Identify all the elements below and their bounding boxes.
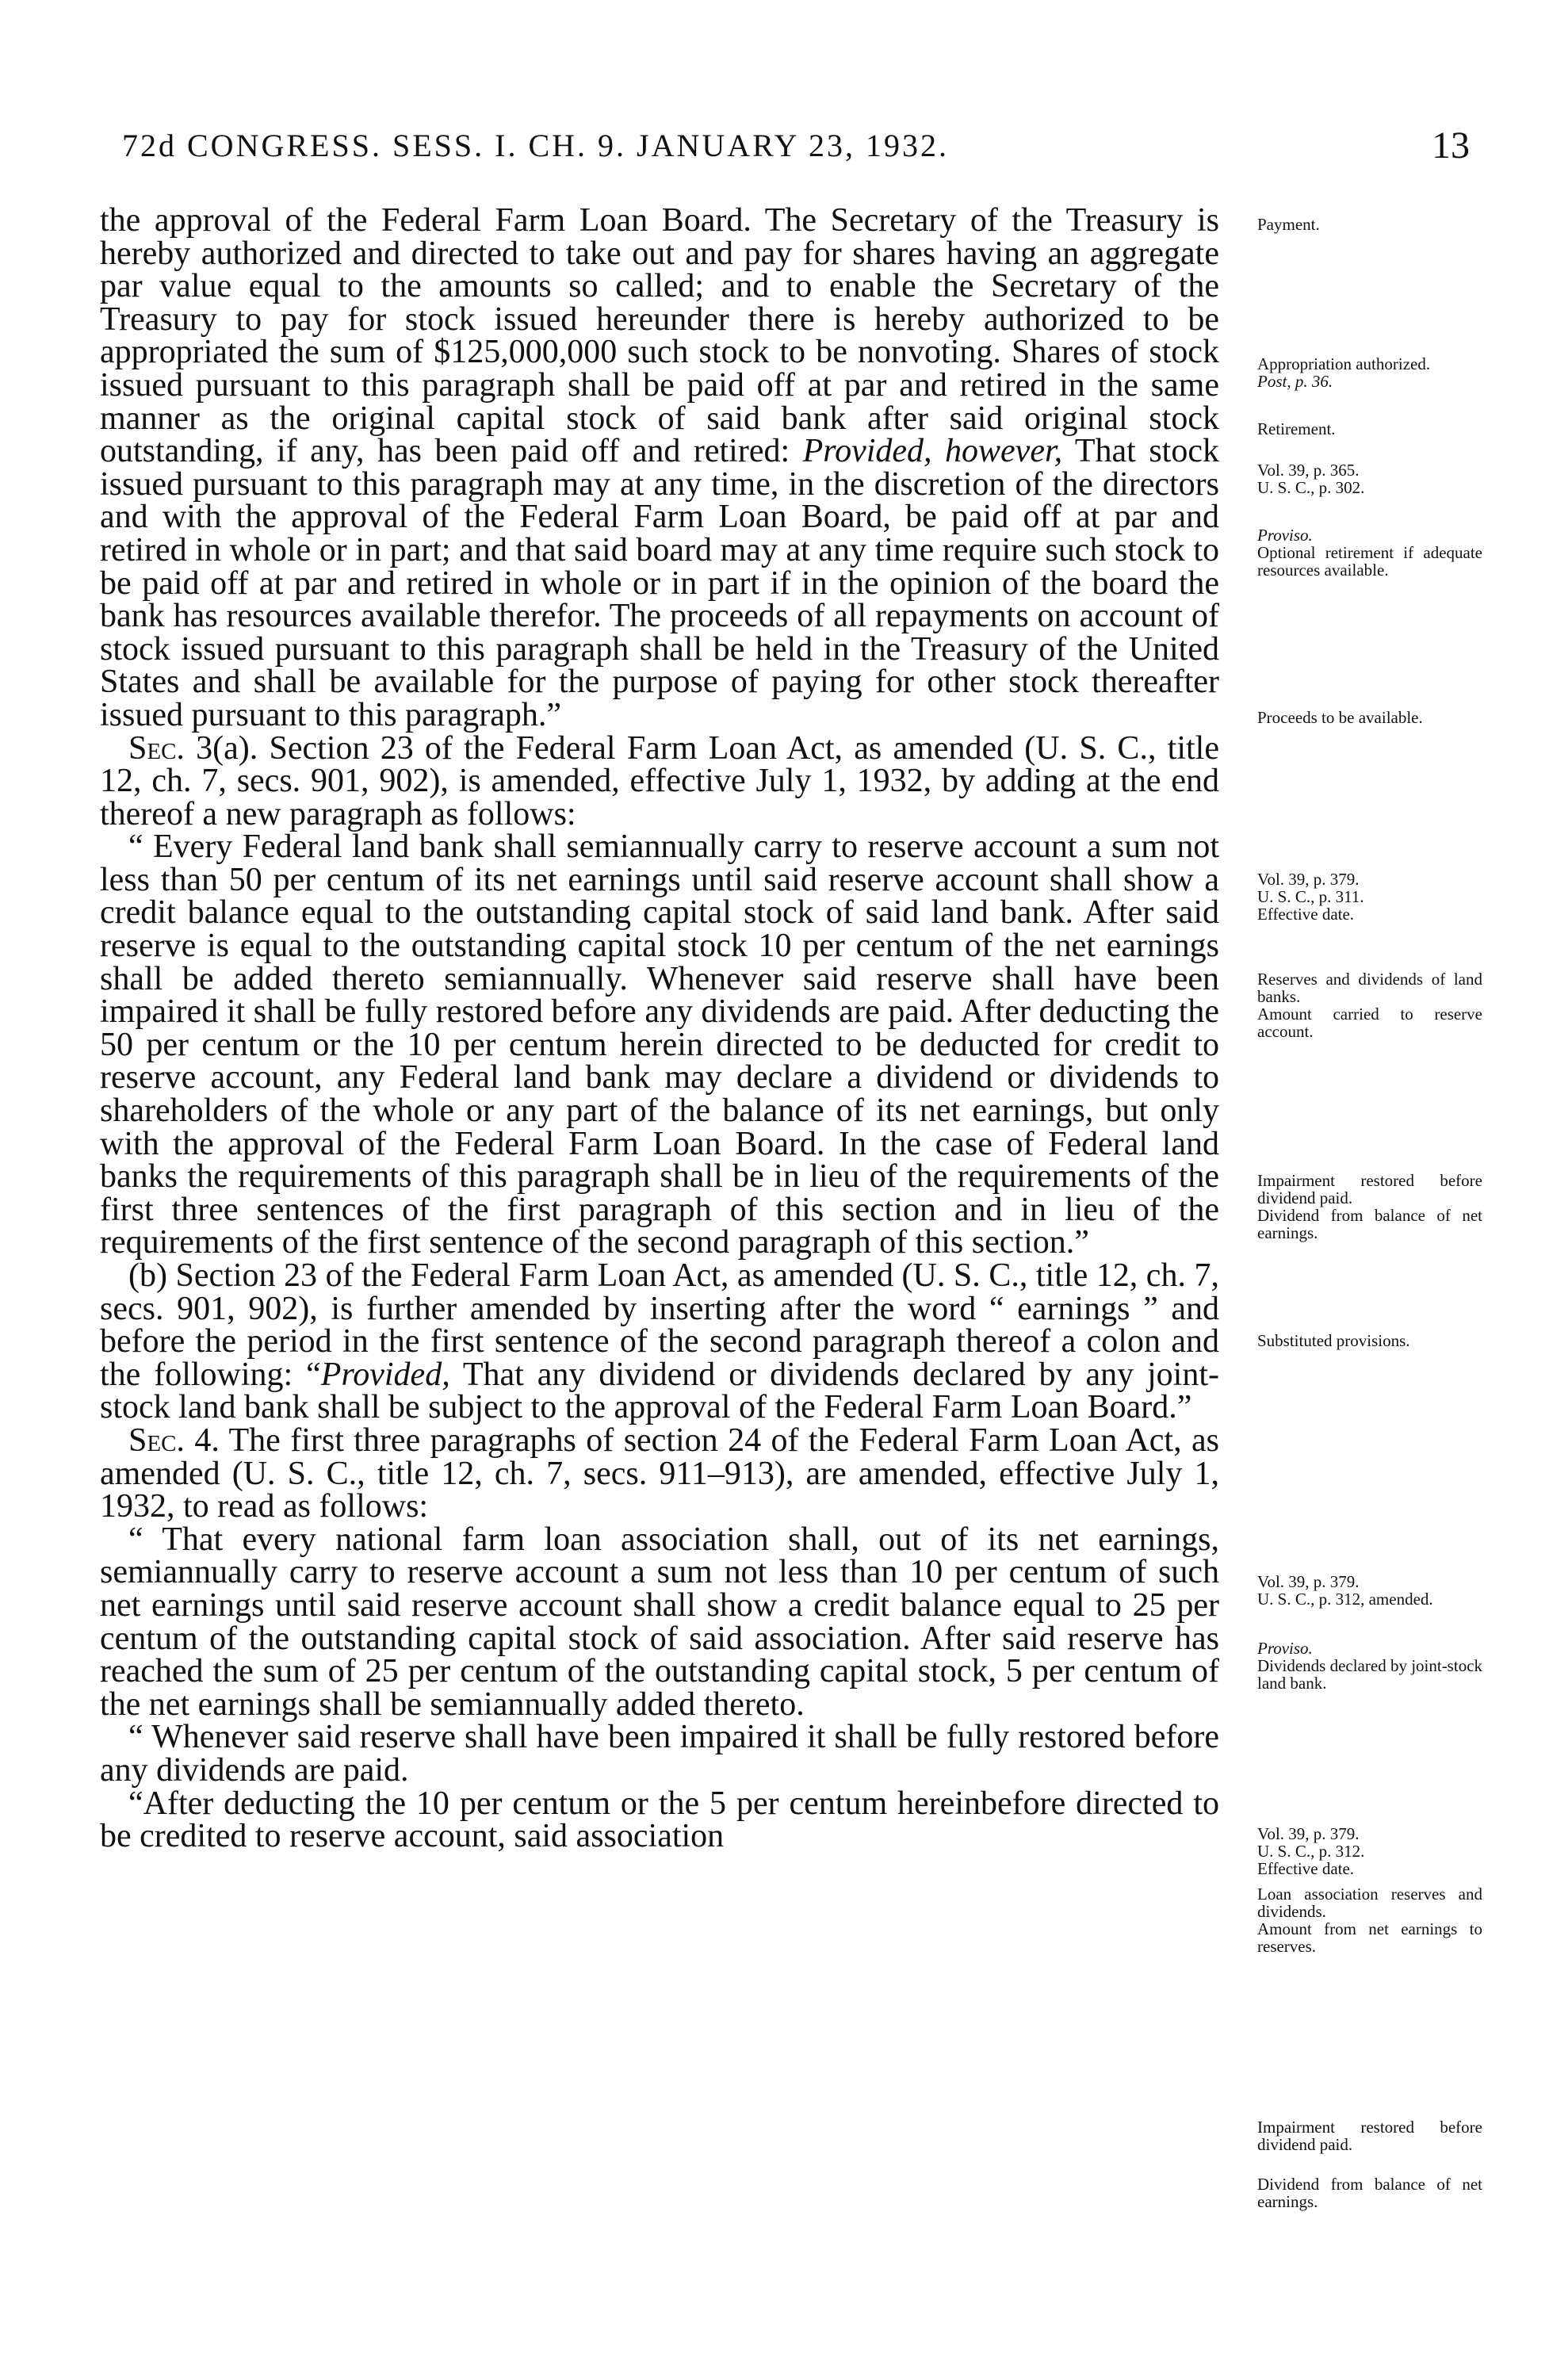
- margin-note-line: Impairment restored before dividend paid.: [1257, 1171, 1482, 1207]
- margin-note-line: Dividends declared by joint-stock land bank.: [1257, 1656, 1483, 1693]
- header-title: 72d CONGRESS. SESS. I. CH. 9. JANUARY 23, 1932.: [122, 128, 949, 163]
- margin-note-line: Reserves and dividends of land banks.: [1257, 970, 1482, 1006]
- body-paragraph: [100, 1521, 1219, 1723]
- text-segment: That stock issued pursuant to this paragraph may at any time, in the discretion of the directors and with the approval of the Federal Farm Loan Board, be paid off at par and retired in whole or in part; and that said board may at any time require such stock to be paid off at par and retired in whole or in part if in the opinion of the board the bank has resources available therefor. The proceeds of all repayments on account of stock issued pursuant to this paragraph shall be held in the Treasury of the United States and shall be available for the purpose of paying for other stock thereafter issued pursuant to this paragraph.”: [100, 433, 1219, 733]
- margin-note: [1257, 1332, 1482, 1349]
- margin-note-line: Proceeds to be available.: [1257, 708, 1423, 727]
- margin-note-line: Amount carried to reserve account.: [1257, 1004, 1482, 1041]
- margin-note: [1257, 709, 1482, 726]
- margin-note-line: Post, p. 36.: [1257, 372, 1333, 391]
- running-header: [122, 124, 1470, 166]
- margin-note-line: Appropriation authorized.: [1257, 354, 1431, 373]
- margin-note: [1257, 2118, 1482, 2153]
- main-text-column: [100, 202, 1219, 1855]
- margin-note: [1257, 526, 1482, 579]
- text-segment: That any dividend or dividends declared by any joint-stock land bank shall be subject to the approval of the Federal Farm Loan Board.”: [100, 1356, 1219, 1426]
- text-segment: “ Every Federal land bank shall semiannually carry to reserve account a sum not less than 50 per centum of its net earnings until said reserve account shall show a credit balance equal to the outstanding capital stock of said land bank. After said reserve is equal to the outstanding capital stock 10 per centum of the net earnings shall be added thereto semiannually. Whenever said reserve shall have been impaired it shall be fully restored before any dividends are paid. After deducting the 50 per centum or the 10 per centum herein directed to be deducted for credit to reserve account, any Federal land bank may declare a dividend or dividends to shareholders of the whole or any part of the balance of its net earnings, but only with the approval of the Federal Farm Loan Board. In the case of Federal land banks the requirements of this paragraph shall be in lieu of the requirements of the first three sentences of the first paragraph of this section and in lieu of the requirements of the first sentence of the second paragraph of this section.”: [100, 828, 1219, 1261]
- text-segment: “ Whenever said reserve shall have been impaired it shall be fully restored before any dividends are paid.: [100, 1719, 1219, 1789]
- margin-note: [1257, 1825, 1482, 1877]
- margin-note-line: Vol. 39, p. 365.: [1257, 461, 1360, 480]
- margin-note: [1257, 1885, 1482, 1955]
- margin-note-line: Proviso.: [1257, 1639, 1313, 1658]
- text-segment: Provided, however,: [802, 433, 1063, 470]
- margin-note-line: Optional retirement if adequate resources available.: [1257, 543, 1482, 580]
- text-segment: Sec.: [128, 729, 185, 767]
- margin-note-line: Impairment restored before dividend paid.: [1257, 2118, 1482, 2154]
- margin-note-line: Dividend from balance of net earnings.: [1257, 2175, 1482, 2211]
- margin-note: [1257, 870, 1482, 923]
- margin-note-line: Loan association reserves and dividends.: [1257, 1884, 1482, 1921]
- margin-note-line: Proviso.: [1257, 526, 1313, 545]
- body-paragraph: [100, 1785, 1219, 1855]
- margin-note-line: U. S. C., p. 312.: [1257, 1842, 1365, 1861]
- body-paragraph: [100, 1257, 1219, 1426]
- margin-note-line: Dividend from balance of net earnings.: [1257, 1206, 1482, 1242]
- margin-note: [1257, 1172, 1482, 1242]
- margin-note-line: Substituted provisions.: [1257, 1331, 1410, 1350]
- margin-note: [1257, 970, 1482, 1040]
- margin-note: [1257, 355, 1482, 390]
- text-segment: 4. The first three paragraphs of section 24 of the Federal Farm Loan Act, as amended (U. S. C., title 12, ch. 7, secs. 911–913), are amended, effective July 1, 1932, to read as follows:: [100, 1421, 1219, 1525]
- margin-note-line: Vol. 39, p. 379.: [1257, 1572, 1360, 1591]
- text-segment: Sec.: [128, 1421, 185, 1459]
- margin-note-line: Amount from net earnings to reserves.: [1257, 1919, 1482, 1956]
- body-paragraph: [100, 1721, 1219, 1787]
- margin-note-line: Vol. 39, p. 379.: [1257, 870, 1360, 889]
- margin-note: [1257, 1640, 1482, 1692]
- body-paragraph: [100, 828, 1219, 1261]
- text-segment: the approval of the Federal Farm Loan Board. The Secretary of the Treasury is hereby authorized and directed to take out and pay for shares having an aggregate par value equal to the amounts so called; and to enable the Secretary of the Treasury to pay for stock issued hereunder there is hereby authorized to be appropriated the sum of $125,000,000 such stock to be nonvoting. Shares of stock issued pursuant to this paragraph shall be paid off at par and retired in the same manner as the original capital stock of said bank after said original stock outstanding, if any, has been paid off and retired:: [100, 202, 1219, 470]
- margin-note: [1257, 2175, 1482, 2210]
- text-segment: Provided,: [320, 1356, 450, 1393]
- margin-note-line: Effective date.: [1257, 905, 1355, 924]
- margin-note-line: Vol. 39, p. 379.: [1257, 1824, 1360, 1843]
- margin-note: [1257, 420, 1482, 438]
- margin-note-line: Payment.: [1257, 215, 1320, 234]
- text-segment: “After deducting the 10 per centum or the 5 per centum hereinbefore directed to be credited to reserve account, said association: [100, 1785, 1219, 1855]
- margin-note-line: U. S. C., p. 302.: [1257, 478, 1365, 497]
- body-paragraph: [100, 202, 1219, 733]
- margin-note-line: Effective date.: [1257, 1859, 1355, 1878]
- page-number: 13: [1432, 124, 1470, 166]
- body-paragraph: [100, 729, 1219, 832]
- text-segment: “ That every national farm loan association shall, out of its net earnings, semiannually carry to reserve account a sum not less than 10 per centum of such net earnings until said reserve account shall show a credit balance equal to 25 per centum of the outstanding capital stock of said association. After said reserve has reached the sum of 25 per centum of the outstanding capital stock, 5 per centum of the net earnings shall be semiannually added thereto.: [100, 1521, 1219, 1723]
- body-paragraph: [100, 1421, 1219, 1525]
- text-segment: 3(a). Section 23 of the Federal Farm Loan Act, as amended (U. S. C., title 12, ch. 7, secs. 901, 902), is amended, effective July 1, 1932, by adding at the end thereof a new paragraph as follows:: [100, 729, 1219, 832]
- text-segment: (b) Section 23 of the Federal Farm Loan Act, as amended (U. S. C., title 12, ch. 7, secs. 901, 902), is further amended by inserting after the word “ earnings ” and before the period in the first sentence of the second paragraph thereof a colon and the following: “: [100, 1257, 1219, 1393]
- margin-note-line: Retirement.: [1257, 419, 1336, 438]
- margin-note-line: U. S. C., p. 312, amended.: [1257, 1590, 1433, 1609]
- margin-note-line: U. S. C., p. 311.: [1257, 887, 1364, 906]
- margin-note: [1257, 461, 1482, 496]
- margin-note: [1257, 1573, 1482, 1608]
- margin-note: [1257, 216, 1482, 233]
